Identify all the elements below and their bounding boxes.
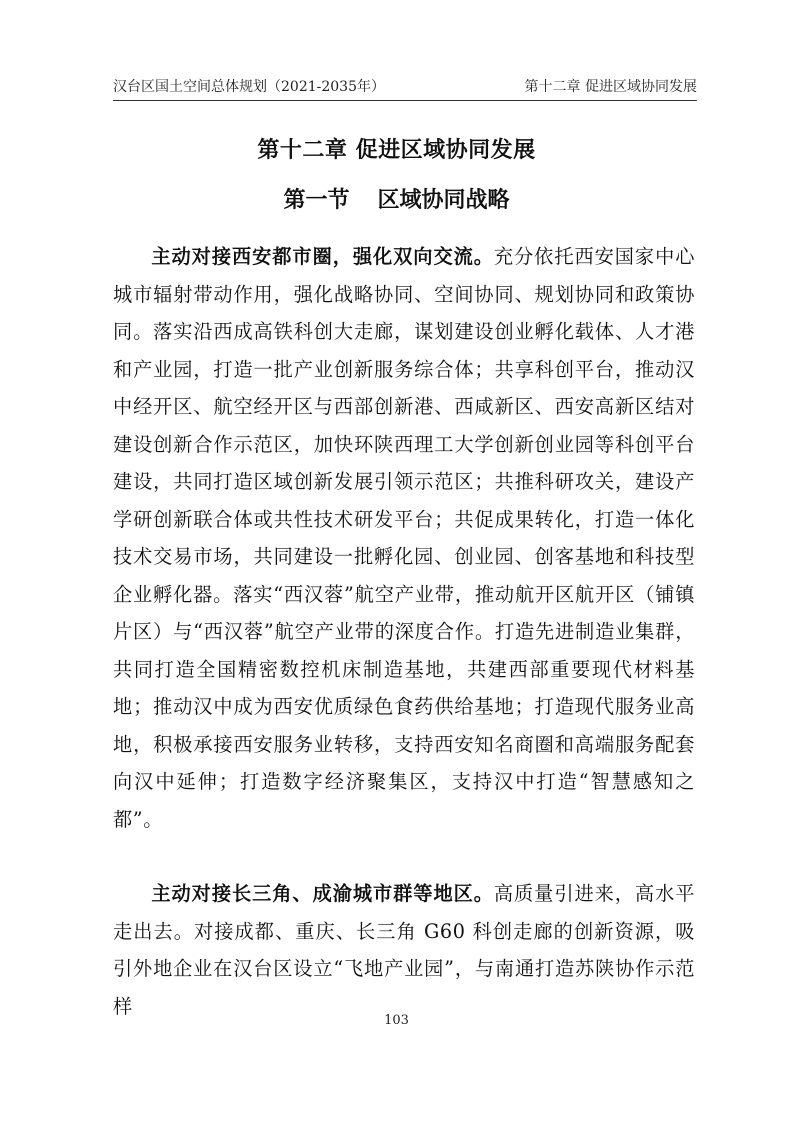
- section-heading: [0, 186, 793, 216]
- page-number: 103: [384, 1013, 409, 1028]
- running-header: [113, 76, 697, 98]
- section-number: 第一节: [283, 188, 350, 213]
- header-document-title: 汉台区国土空间总体规划（2021-2035年）: [113, 79, 385, 95]
- paragraph-2: [113, 875, 695, 1025]
- paragraph-1-lead: 主动对接西安都市圈，强化双向交流。: [151, 245, 494, 268]
- paragraph-2-lead: 主动对接长三角、成渝城市群等地区。: [151, 882, 494, 905]
- header-divider: [113, 100, 697, 101]
- chapter-title: 第十二章 促进区域协同发展: [257, 138, 536, 163]
- section-title: 区域协同战略: [377, 188, 510, 213]
- header-chapter-title: 第十二章 促进区域协同发展: [524, 79, 697, 95]
- paragraph-1: [113, 238, 695, 838]
- paragraph-2-text: 高质量引进来，高水平走出去。对接成都、重庆、长三角 G60 科创走廊的创新资源，吸引外地企业在汉台区设立“飞地产业园”，与南通打造苏陕协作示范样: [113, 882, 695, 1018]
- paragraph-1-text: 充分依托西安国家中心城市辐射带动作用，强化战略协同、空间协同、规划协同和政策协同。落实沿西成高铁科创大走廊，谋划建设创业孵化载体、人才港和产业园，打造一批产业创新服务综合体；共享科创平台，推动汉中经开区、航空经开区与西部创新港、西咸新区、西安高新区结对建设创新合作示范区，加快环陕西理工大学创新创业园等科创平台建设，共同打造区域创新发展引领示范区；共推科研攻关，建设产学研创新联合体或共性技术研发平台；共促成果转化，打造一体化技术交易市场，共同建设一批孵化园、创业园、创客基地和科技型企业孵化器。落实“西汉蓉”航空产业带，推动航开区航开区（铺镇片区）与“西汉蓉”航空产业带的深度合作。打造先进制造业集群，共同打造全国精密数控机床制造基地，共建西部重要现代材料基地；推动汉中成为西安优质绿色食药供给基地；打造现代服务业高地，积极承接西安服务业转移，支持西安知名商圈和高端服务配套向汉中延伸；打造数字经济聚集区，支持汉中打造“智慧感知之都”。: [113, 245, 695, 831]
